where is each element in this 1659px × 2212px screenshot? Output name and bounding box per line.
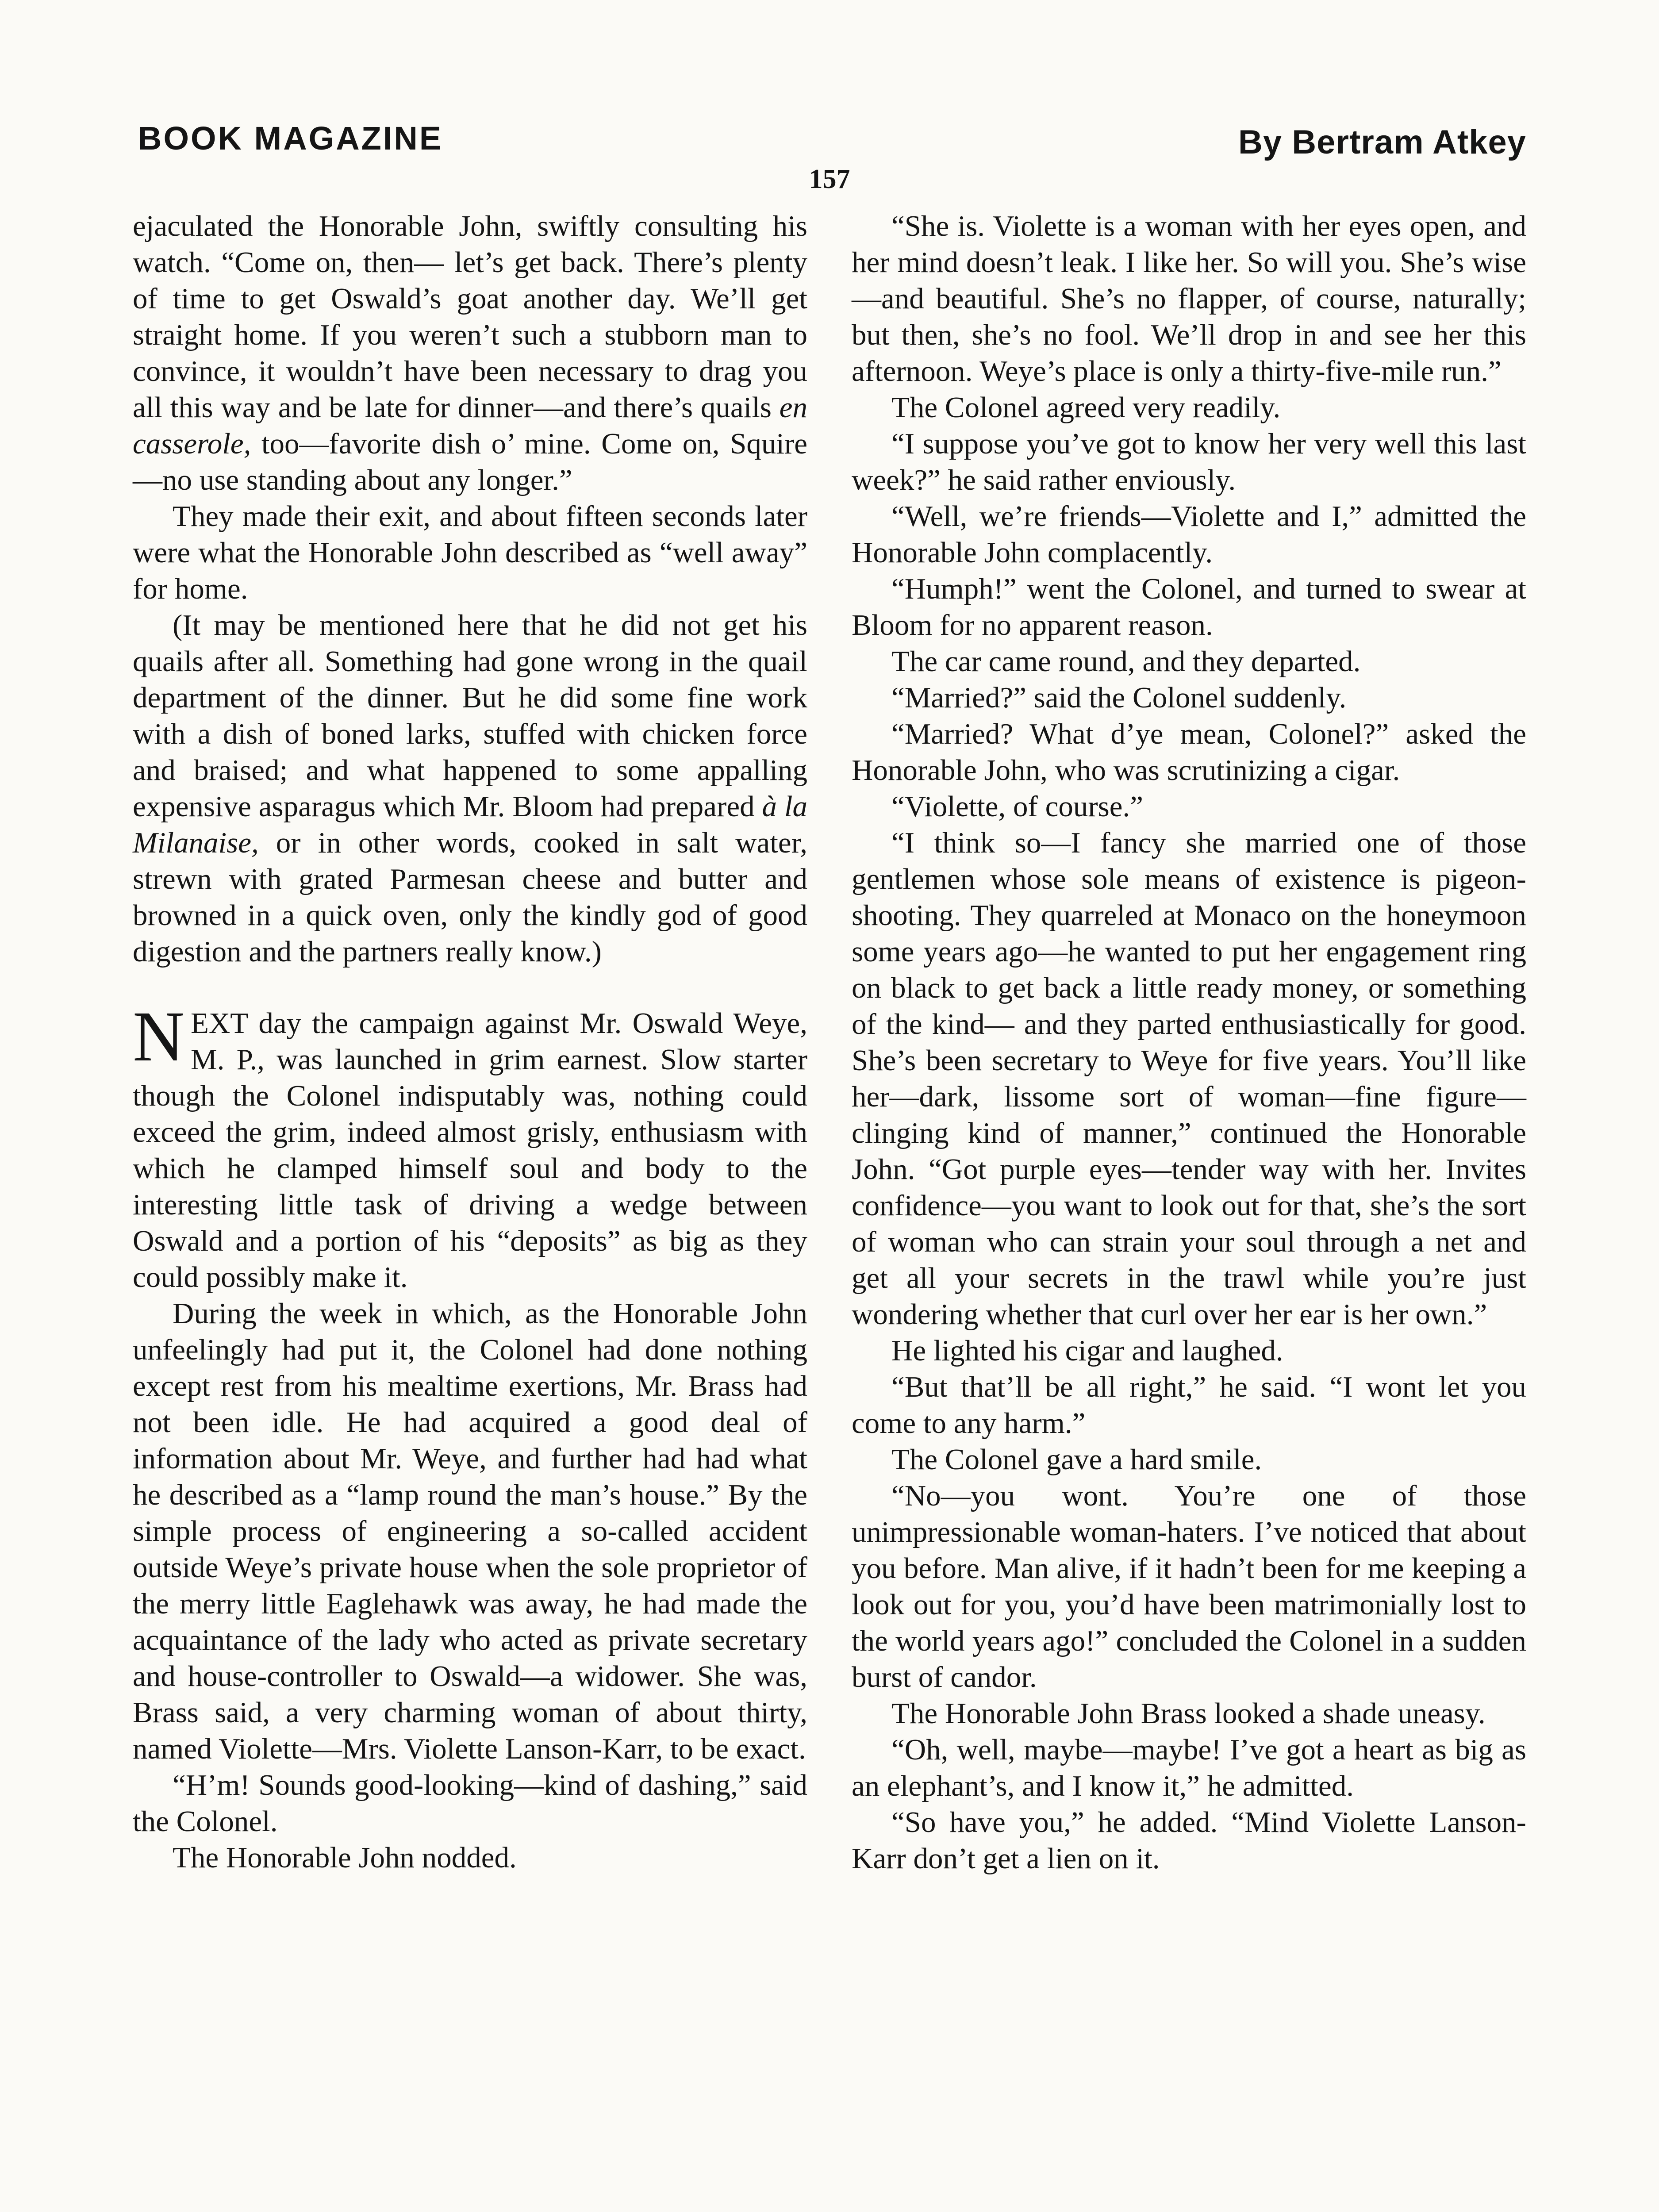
paragraph-text: (It may be mentioned here that he did not get his quails after all. Something had gone wrong in the quail department of the dinner. But he did some fine work with a dish of boned larks, stuffed with chicken force and braised; and what happened to some appalling expensive asparagus which Mr. Bloom had prepared	[133, 609, 807, 823]
left-column	[133, 208, 807, 1876]
paragraph: “She is. Violette is a woman with her eyes open, and her mind doesn’t leak. I like her. So will you. She’s wise—and beautiful. She’s no flapper, of course, naturally; but then, she’s no fool. We’ll drop in and see her this afternoon. Weye’s place is only a thirty-five-mile run.”	[852, 210, 1526, 388]
paragraph: “Oh, well, maybe—maybe! I’ve got a heart as big as an elephant’s, and I know it,” he admitted.	[852, 1733, 1526, 1802]
paragraph-text: or in other words, cooked in salt water, strewn with grated Parmesan cheese and butter and browned in a quick oven, only the kindly god of good digestion and the partners really know.)	[133, 826, 807, 968]
paragraph: During the week in which, as the Honorable John unfeelingly had put it, the Colonel had done nothing except rest from his mealtime exertions, Mr. Brass had not been idle. He had acquired a good deal of information about Mr. Weye, and further had had what he described as a “lamp round the man’s house.” By the simple process of engineering a so-called accident outside Weye’s private house when the sole proprietor of the merry little Eaglehawk was away, he had made the acquaintance of the lady who acted as private secretary and house-controller to Oswald—a widower. She was, Brass said, a very charming woman of about thirty, named Violette—Mrs. Violette Lanson-Karr, to be exact.	[133, 1297, 807, 1765]
author-byline: By Bertram Atkey	[1238, 123, 1526, 161]
paragraph: “I suppose you’ve got to know her very well this last week?” he said rather enviously.	[852, 427, 1526, 496]
paragraph: The Colonel gave a hard smile.	[891, 1443, 1262, 1476]
paragraph	[133, 208, 807, 498]
italic-phrase: en casserole,	[133, 391, 807, 460]
paragraph: “H’m! Sounds good-looking—kind of dashing,” said the Colonel.	[133, 1769, 807, 1838]
paragraph-text: too—favorite dish o’ mine. Come on, Squire—no use standing about any longer.”	[133, 427, 807, 496]
paragraph-text: EXT day the campaign against Mr. Oswald Weye, M. P., was launched in grim earnest. Slow starter though the Colonel indisputably was, nothing could exceed the grim, indeed almost grisly, enthusiasm with which he clamped himself soul and body to the interesting little task of driving a wedge between Oswald and a portion of his “deposits” as big as they could possibly make it.	[133, 1007, 807, 1294]
paragraph: The Colonel agreed very readily.	[891, 391, 1281, 424]
paragraph: “Married?” said the Colonel suddenly.	[891, 681, 1347, 714]
drop-cap: N	[133, 997, 184, 1076]
right-column	[852, 208, 1526, 1877]
paragraph: The Honorable John Brass looked a shade uneasy.	[891, 1697, 1486, 1730]
paragraph: “I think so—I fancy she married one of those gentlemen whose sole means of existence is pigeon-shooting. They quarreled at Monaco on the honeymoon some years ago—he wanted to put her engagement ring on black to get back a little ready money, or something of the kind— and they parted enthusiastically for good. She’s been secretary to Weye for five years. You’ll like her—dark, lissome sort of woman—fine figure—clinging kind of manner,” continued the Honorable John. “Got purple eyes—tender way with her. Invites confidence—you want to look out for that, she’s the sort of woman who can strain your soul through a net and get all your secrets in the trawl while you’re just wondering whether that curl over her ear is her own.”	[852, 826, 1526, 1331]
page-header	[133, 119, 1526, 168]
paragraph: The car came round, and they departed.	[891, 645, 1361, 678]
paragraph: “No—you wont. You’re one of those unimpressionable woman-haters. I’ve noticed that about you before. Man alive, if it hadn’t been for me keeping a look out for you, you’d have been matrimonially lost to the world years ago!” concluded the Colonel in a sudden burst of candor.	[852, 1479, 1526, 1694]
paragraph-text: ejaculated the Honorable John, swiftly consulting his watch. “Come on, then— let’s get back. There’s plenty of time to get Oswald’s goat another day. We’ll get straight home. If you weren’t such a stubborn man to convince, it wouldn’t have been necessary to drag you all this way and be late for dinner—and there’s quails	[133, 210, 807, 424]
paragraph: “Well, we’re friends—Violette and I,” admitted the Honorable John complacently.	[852, 500, 1526, 569]
running-title: BOOK MAGAZINE	[138, 120, 443, 157]
italic-phrase: à la Milanaise,	[133, 790, 807, 859]
paragraph: “But that’ll be all right,” he said. “I wont let you come to any harm.”	[852, 1371, 1526, 1440]
paragraph: The Honorable John nodded.	[173, 1841, 517, 1874]
paragraph: “Humph!” went the Colonel, and turned to swear at Bloom for no apparent reason.	[852, 572, 1526, 641]
paragraph: “Violette, of course.”	[891, 790, 1143, 823]
paragraph: They made their exit, and about fifteen seconds later were what the Honorable John described as “well away” for home.	[133, 500, 807, 605]
section-opening-paragraph	[133, 997, 807, 1295]
paragraph: He lighted his cigar and laughed.	[891, 1334, 1283, 1367]
paragraph	[133, 607, 807, 970]
page-number: 157	[809, 164, 850, 194]
paragraph: “Married? What d’ye mean, Colonel?” asked the Honorable John, who was scrutinizing a cigar.	[852, 718, 1526, 787]
paragraph: “So have you,” he added. “Mind Violette Lanson-Karr don’t get a lien on it.	[852, 1806, 1526, 1875]
